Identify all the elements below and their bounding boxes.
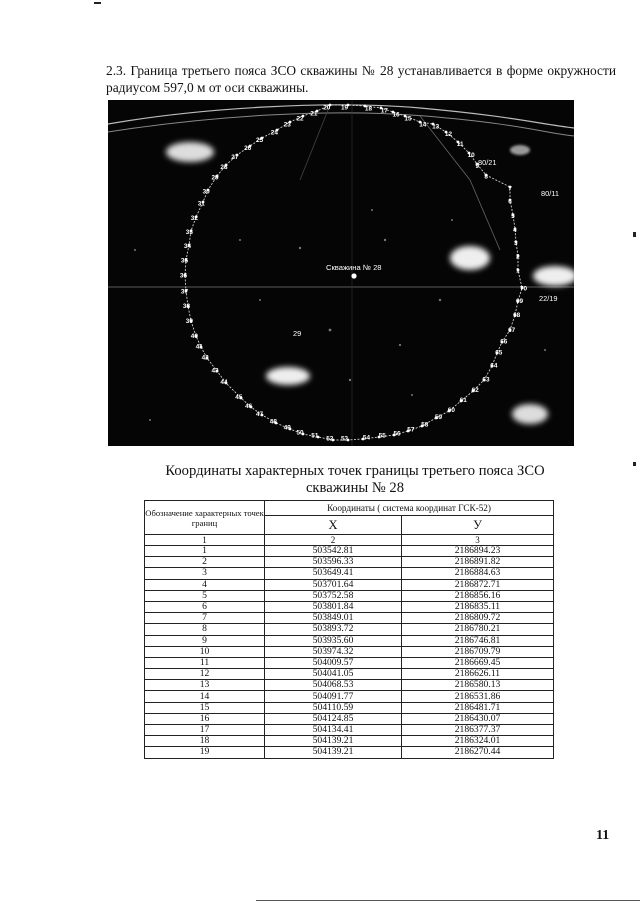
point-number-cell: 12 bbox=[145, 669, 265, 680]
table-row bbox=[145, 557, 554, 568]
point-number-cell: 15 bbox=[145, 702, 265, 713]
table-row bbox=[145, 747, 554, 758]
header-y: У bbox=[402, 516, 554, 535]
boundary-point-label: 20 bbox=[323, 104, 331, 112]
scan-artifact bbox=[94, 2, 101, 4]
boundary-point-label: 17 bbox=[380, 107, 388, 115]
y-coordinate-cell: 2186884.63 bbox=[402, 568, 554, 579]
boundary-point-label: 3 bbox=[514, 239, 518, 247]
map-canvas bbox=[108, 100, 574, 446]
boundary-point-label: 31 bbox=[197, 200, 205, 208]
building-blob bbox=[510, 145, 530, 155]
boundary-point-label: 35 bbox=[180, 257, 188, 265]
x-coordinate-cell: 504139.21 bbox=[265, 736, 402, 747]
boundary-point-label: 30 bbox=[202, 188, 210, 196]
x-coordinate-cell: 503801.84 bbox=[265, 601, 402, 612]
boundary-point-label: 21 bbox=[310, 110, 318, 118]
boundary-point-label: 6 bbox=[508, 198, 512, 206]
well-label: Скважина № 28 bbox=[326, 263, 382, 272]
boundary-point-label: 70 bbox=[520, 285, 528, 293]
y-coordinate-cell: 2186809.72 bbox=[402, 613, 554, 624]
boundary-point-label: 56 bbox=[393, 430, 401, 438]
point-number-cell: 16 bbox=[145, 713, 265, 724]
coordinates-table-body bbox=[145, 546, 554, 759]
table-row bbox=[145, 657, 554, 668]
point-number-cell: 19 bbox=[145, 747, 265, 758]
boundary-point-label: 16 bbox=[392, 111, 400, 119]
boundary-point-label: 50 bbox=[296, 429, 304, 437]
column-number: 2 bbox=[265, 535, 402, 546]
y-coordinate-cell: 2186835.11 bbox=[402, 601, 554, 612]
point-number-cell: 7 bbox=[145, 613, 265, 624]
map-label-22-19: 22/19 bbox=[539, 294, 558, 303]
boundary-point-label: 22 bbox=[296, 115, 304, 123]
boundary-point-label: 25 bbox=[255, 137, 264, 145]
y-coordinate-cell: 2186270.44 bbox=[402, 747, 554, 758]
x-coordinate-cell: 504110.59 bbox=[265, 702, 402, 713]
y-coordinate-cell: 2186324.01 bbox=[402, 736, 554, 747]
boundary-point-label: 40 bbox=[190, 332, 198, 340]
boundary-point-label: 18 bbox=[364, 105, 373, 113]
point-number-cell: 9 bbox=[145, 635, 265, 646]
y-coordinate-cell: 2186531.86 bbox=[402, 691, 554, 702]
y-coordinate-cell: 2186430.07 bbox=[402, 713, 554, 724]
boundary-point-label: 15 bbox=[404, 115, 412, 123]
boundary-point-label: 7 bbox=[508, 185, 512, 193]
x-coordinate-cell: 504091.77 bbox=[265, 691, 402, 702]
y-coordinate-cell: 2186709.79 bbox=[402, 646, 554, 657]
table-row bbox=[145, 669, 554, 680]
boundary-point-label: 55 bbox=[378, 432, 386, 440]
scan-artifact bbox=[633, 462, 636, 466]
boundary-point-label: 12 bbox=[444, 131, 453, 139]
boundary-point-label: 58 bbox=[421, 421, 429, 429]
header-designation: Обозначение характерных точек границ bbox=[145, 501, 265, 535]
map-label-80-11: 80/11 bbox=[541, 189, 559, 198]
x-coordinate-cell: 503935.60 bbox=[265, 635, 402, 646]
scan-artifact bbox=[633, 232, 636, 237]
table-row bbox=[145, 635, 554, 646]
boundary-point-label: 37 bbox=[180, 288, 188, 296]
y-coordinate-cell: 2186626.11 bbox=[402, 669, 554, 680]
boundary-point-label: 54 bbox=[362, 434, 371, 442]
boundary-point-label: 11 bbox=[456, 141, 464, 149]
x-coordinate-cell: 504134.41 bbox=[265, 725, 402, 736]
boundary-point-label: 42 bbox=[201, 354, 209, 362]
table-row bbox=[145, 568, 554, 579]
boundary-point-label: 41 bbox=[195, 343, 203, 351]
boundary-point-label: 68 bbox=[513, 312, 521, 319]
boundary-point-label: 52 bbox=[326, 435, 334, 443]
table-row bbox=[145, 713, 554, 724]
y-coordinate-cell: 2186872.71 bbox=[402, 579, 554, 590]
boundary-point-label: 14 bbox=[419, 121, 427, 129]
header-coordinate-system: Координаты ( система координат ГСК-52) bbox=[265, 501, 554, 516]
column-number: 3 bbox=[402, 535, 554, 546]
point-number-cell: 6 bbox=[145, 601, 265, 612]
boundary-point-label: 64 bbox=[490, 362, 498, 370]
table-row bbox=[145, 624, 554, 635]
map-label-29: 29 bbox=[293, 329, 302, 338]
boundary-point-label: 65 bbox=[495, 349, 503, 357]
boundary-point-label: 36 bbox=[179, 272, 187, 280]
building-blob bbox=[266, 367, 310, 385]
section-paragraph: 2.3. Граница третьего пояса ЗСО скважины № 28 устанавливается в форме окружности радиусом 597,0 м от оси скважины. bbox=[106, 63, 616, 95]
boundary-point-label: 47 bbox=[255, 410, 264, 418]
boundary-point-label: 13 bbox=[432, 123, 440, 131]
boundary-point-label: 51 bbox=[311, 432, 319, 440]
boundary-point-label: 5 bbox=[511, 213, 515, 221]
coordinates-table bbox=[144, 500, 554, 759]
boundary-point-label: 43 bbox=[211, 367, 219, 375]
x-coordinate-cell: 504124.85 bbox=[265, 713, 402, 724]
boundary-point-label: 33 bbox=[185, 229, 193, 236]
boundary-point-label: 29 bbox=[211, 174, 219, 182]
scan-artifact bbox=[256, 900, 640, 901]
boundary-point-label: 9 bbox=[475, 162, 480, 170]
boundary-point-label: 1 bbox=[516, 267, 520, 275]
table-row bbox=[145, 579, 554, 590]
boundary-point-label: 69 bbox=[516, 298, 524, 306]
y-coordinate-cell: 2186856.16 bbox=[402, 590, 554, 601]
boundary-point-label: 24 bbox=[270, 129, 278, 137]
boundary-map bbox=[108, 100, 574, 446]
table-row bbox=[145, 691, 554, 702]
y-coordinate-cell: 2186580.13 bbox=[402, 680, 554, 691]
point-number-cell: 14 bbox=[145, 691, 265, 702]
point-number-cell: 4 bbox=[145, 579, 265, 590]
table-row bbox=[145, 725, 554, 736]
building-blob bbox=[512, 404, 548, 424]
x-coordinate-cell: 503542.81 bbox=[265, 546, 402, 557]
x-coordinate-cell: 504041.05 bbox=[265, 669, 402, 680]
boundary-point-label: 46 bbox=[245, 402, 253, 410]
point-number-cell: 2 bbox=[145, 557, 265, 568]
boundary-point-label: 44 bbox=[220, 379, 228, 387]
boundary-point-label: 39 bbox=[185, 318, 193, 325]
boundary-point-label: 34 bbox=[183, 242, 191, 250]
y-coordinate-cell: 2186894.23 bbox=[402, 546, 554, 557]
table-row bbox=[145, 736, 554, 747]
x-coordinate-cell: 503849.01 bbox=[265, 613, 402, 624]
x-coordinate-cell: 504009.57 bbox=[265, 657, 402, 668]
header-x: X bbox=[265, 516, 402, 535]
point-number-cell: 3 bbox=[145, 568, 265, 579]
y-coordinate-cell: 2186891.82 bbox=[402, 557, 554, 568]
point-number-cell: 11 bbox=[145, 657, 265, 668]
point-number-cell: 17 bbox=[145, 725, 265, 736]
boundary-point-label: 28 bbox=[220, 163, 228, 171]
table-row bbox=[145, 601, 554, 612]
building-blob bbox=[166, 142, 214, 162]
boundary-point-label: 66 bbox=[500, 338, 508, 346]
point-number-cell: 10 bbox=[145, 646, 265, 657]
table-row bbox=[145, 702, 554, 713]
table-row bbox=[145, 680, 554, 691]
x-coordinate-cell: 504068.53 bbox=[265, 680, 402, 691]
column-number: 1 bbox=[145, 535, 265, 546]
map-label-80-21: 80/21 bbox=[478, 158, 497, 167]
boundary-point-label: 61 bbox=[459, 397, 467, 404]
boundary-point-label: 48 bbox=[269, 418, 277, 426]
y-coordinate-cell: 2186669.45 bbox=[402, 657, 554, 668]
boundary-point-label: 62 bbox=[471, 387, 479, 395]
x-coordinate-cell: 503596.33 bbox=[265, 557, 402, 568]
point-number-cell: 5 bbox=[145, 590, 265, 601]
boundary-point-label: 53 bbox=[340, 435, 349, 443]
boundary-point-label: 8 bbox=[484, 173, 488, 181]
boundary-point-label: 19 bbox=[340, 104, 349, 112]
y-coordinate-cell: 2186481.71 bbox=[402, 702, 554, 713]
point-number-cell: 13 bbox=[145, 680, 265, 691]
boundary-point-label: 26 bbox=[244, 145, 252, 153]
table-row bbox=[145, 613, 554, 624]
x-coordinate-cell: 503893.72 bbox=[265, 624, 402, 635]
boundary-point-label: 4 bbox=[513, 227, 517, 235]
boundary-point-label: 57 bbox=[407, 426, 415, 434]
boundary-point-label: 63 bbox=[482, 376, 490, 384]
caption-line-2: скважины № 28 bbox=[305, 480, 405, 496]
boundary-point-label: 23 bbox=[283, 121, 291, 129]
table-row bbox=[145, 646, 554, 657]
boundary-point-label: 27 bbox=[231, 153, 239, 161]
table-caption bbox=[130, 463, 580, 497]
boundary-point-label: 60 bbox=[447, 406, 455, 414]
y-coordinate-cell: 2186746.81 bbox=[402, 635, 554, 646]
page-number: 11 bbox=[596, 828, 610, 843]
boundary-point-label: 38 bbox=[182, 303, 190, 311]
well-marker bbox=[351, 273, 356, 278]
x-coordinate-cell: 503974.32 bbox=[265, 646, 402, 657]
point-number-cell: 8 bbox=[145, 624, 265, 635]
boundary-point-label: 32 bbox=[190, 215, 198, 223]
x-coordinate-cell: 503649.41 bbox=[265, 568, 402, 579]
x-coordinate-cell: 503752.58 bbox=[265, 590, 402, 601]
boundary-point-label: 45 bbox=[235, 394, 243, 401]
boundary-point-label: 59 bbox=[435, 413, 443, 421]
x-coordinate-cell: 503701.64 bbox=[265, 579, 402, 590]
point-number-cell: 1 bbox=[145, 546, 265, 557]
building-blob bbox=[450, 246, 490, 270]
boundary-point-label: 49 bbox=[283, 424, 291, 432]
x-coordinate-cell: 504139.21 bbox=[265, 747, 402, 758]
boundary-point-label: 10 bbox=[467, 152, 475, 159]
y-coordinate-cell: 2186780.21 bbox=[402, 624, 554, 635]
y-coordinate-cell: 2186377.37 bbox=[402, 725, 554, 736]
table-row bbox=[145, 590, 554, 601]
boundary-point-label: 67 bbox=[508, 326, 516, 334]
table-row bbox=[145, 546, 554, 557]
point-number-cell: 18 bbox=[145, 736, 265, 747]
caption-line-1: Координаты характерных точек границы третьего пояса ЗСО bbox=[165, 463, 545, 479]
boundary-point-label: 2 bbox=[516, 253, 520, 261]
